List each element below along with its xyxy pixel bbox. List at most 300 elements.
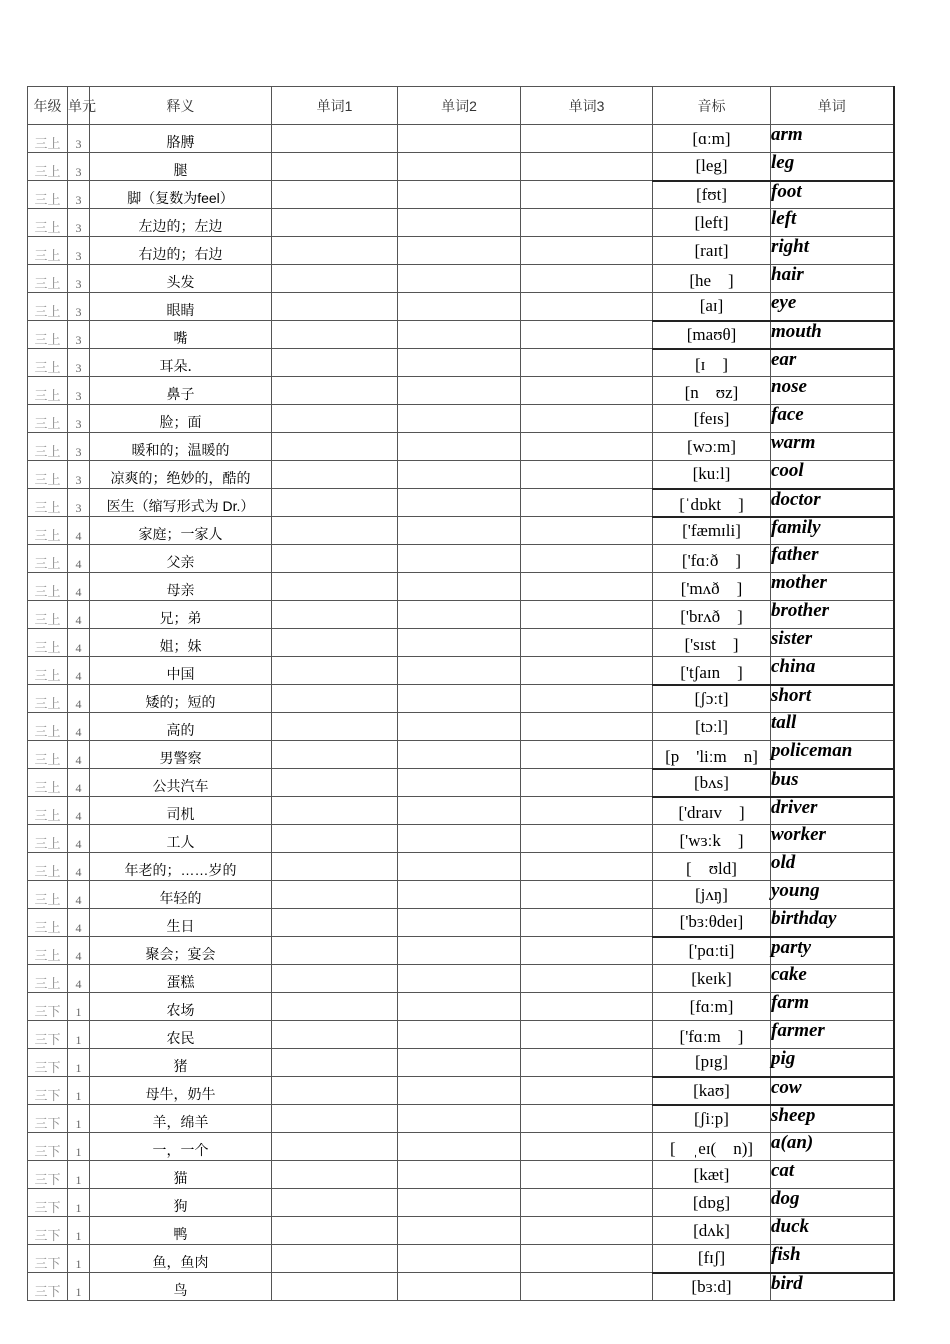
grade-cell: 三上 [28,769,68,797]
table-row [28,881,894,909]
grade-cell: 三上 [28,209,68,237]
unit-cell: 4 [68,825,90,853]
phonetic-cell: [ ʊld] [653,853,771,881]
unit-cell: 1 [68,1021,90,1049]
phonetic-cell: [fʊt] [653,181,771,209]
grade-cell: 三上 [28,181,68,209]
table-row [28,321,894,349]
grade-cell: 三下 [28,1021,68,1049]
grade-cell: 三上 [28,237,68,265]
word3-cell [521,1189,653,1217]
word2-cell [398,181,521,209]
meaning-cell: 姐；妹 [90,629,272,657]
meaning-cell: 羊，绵羊 [90,1105,272,1133]
table-row [28,209,894,237]
word2-cell [398,1161,521,1189]
unit-cell: 4 [68,797,90,825]
word1-cell [272,881,398,909]
word1-cell [272,909,398,937]
unit-cell: 3 [68,433,90,461]
word2-cell [398,1189,521,1217]
word-cell: ear [771,349,894,377]
header-word3: 单词3 [521,87,653,125]
meaning-cell: 脸；面 [90,405,272,433]
table-row [28,1133,894,1161]
table-row [28,153,894,181]
grade-cell: 三下 [28,1049,68,1077]
word-cell: party [771,937,894,965]
phonetic-cell: [feɪs] [653,405,771,433]
word3-cell [521,1049,653,1077]
phonetic-cell: [dʌk] [653,1217,771,1245]
unit-cell: 3 [68,321,90,349]
word-cell: leg [771,153,894,181]
word2-cell [398,573,521,601]
word-cell: bird [771,1273,894,1301]
meaning-cell: 嘴 [90,321,272,349]
word2-cell [398,377,521,405]
word2-cell [398,937,521,965]
word1-cell [272,237,398,265]
grade-cell: 三上 [28,545,68,573]
meaning-cell: 左边的；左边 [90,209,272,237]
word-cell: fish [771,1245,894,1273]
phonetic-cell: [kæt] [653,1161,771,1189]
meaning-cell: 凉爽的；绝妙的，酷的 [90,461,272,489]
word2-cell [398,349,521,377]
table-row [28,825,894,853]
word2-cell [398,237,521,265]
table-row [28,405,894,433]
table-row [28,293,894,321]
grade-cell: 三下 [28,1133,68,1161]
word3-cell [521,377,653,405]
unit-cell: 4 [68,629,90,657]
word-cell: mother [771,573,894,601]
unit-cell: 4 [68,657,90,685]
word3-cell [521,1161,653,1189]
meaning-cell: 医生（缩写形式为 Dr.） [90,489,272,517]
table-row [28,125,894,153]
unit-cell: 1 [68,1133,90,1161]
meaning-cell: 鱼，鱼肉 [90,1245,272,1273]
phonetic-cell: ['brʌð ] [653,601,771,629]
word-cell: driver [771,797,894,825]
header-unit: 单元 [68,87,90,125]
word1-cell [272,741,398,769]
word-cell: eye [771,293,894,321]
word-cell: tall [771,713,894,741]
word2-cell [398,125,521,153]
phonetic-cell: [dɒg] [653,1189,771,1217]
table-row [28,1049,894,1077]
word3-cell [521,1021,653,1049]
word1-cell [272,825,398,853]
word1-cell [272,937,398,965]
word3-cell [521,517,653,545]
phonetic-cell: ['mʌð ] [653,573,771,601]
grade-cell: 三上 [28,741,68,769]
header-word2: 单词2 [398,87,521,125]
table-row [28,713,894,741]
vocabulary-table [27,86,895,1301]
phonetic-cell: [ɑːm] [653,125,771,153]
word3-cell [521,1077,653,1105]
word3-cell [521,685,653,713]
unit-cell: 3 [68,349,90,377]
word3-cell [521,601,653,629]
word3-cell [521,237,653,265]
grade-cell: 三上 [28,937,68,965]
word1-cell [272,517,398,545]
word1-cell [272,993,398,1021]
phonetic-cell: [tɔːl] [653,713,771,741]
word2-cell [398,797,521,825]
meaning-cell: 家庭；一家人 [90,517,272,545]
table-row [28,741,894,769]
grade-cell: 三上 [28,713,68,741]
table-row [28,265,894,293]
header-row [28,87,894,125]
table-row [28,1077,894,1105]
word3-cell [521,629,653,657]
grade-cell: 三上 [28,293,68,321]
word-cell: face [771,405,894,433]
phonetic-cell: [maʊθ] [653,321,771,349]
word-cell: cake [771,965,894,993]
table-body [28,125,894,1301]
word3-cell [521,657,653,685]
word2-cell [398,1105,521,1133]
table-row [28,853,894,881]
meaning-cell: 母亲 [90,573,272,601]
grade-cell: 三下 [28,1245,68,1273]
meaning-cell: 公共汽车 [90,769,272,797]
word2-cell [398,209,521,237]
meaning-cell: 耳朵． [90,349,272,377]
word1-cell [272,1133,398,1161]
word2-cell [398,153,521,181]
grade-cell: 三上 [28,797,68,825]
unit-cell: 1 [68,1161,90,1189]
phonetic-cell: [fɪʃ] [653,1245,771,1273]
phonetic-cell: ['bɜːθdeɪ] [653,909,771,937]
word1-cell [272,377,398,405]
table-row [28,1021,894,1049]
word3-cell [521,545,653,573]
word1-cell [272,489,398,517]
meaning-cell: 生日 [90,909,272,937]
word1-cell [272,1189,398,1217]
table-row [28,601,894,629]
meaning-cell: 猫 [90,1161,272,1189]
grade-cell: 三上 [28,657,68,685]
word2-cell [398,909,521,937]
word-cell: nose [771,377,894,405]
grade-cell: 三上 [28,853,68,881]
word1-cell [272,349,398,377]
phonetic-cell: [p 'liːm n] [653,741,771,769]
word3-cell [521,433,653,461]
grade-cell: 三上 [28,573,68,601]
word3-cell [521,1245,653,1273]
word2-cell [398,517,521,545]
word1-cell [272,1217,398,1245]
meaning-cell: 腿 [90,153,272,181]
meaning-cell: 中国 [90,657,272,685]
grade-cell: 三下 [28,1217,68,1245]
word-cell: birthday [771,909,894,937]
table-row [28,629,894,657]
phonetic-cell: [ɪ ] [653,349,771,377]
grade-cell: 三上 [28,349,68,377]
table-row [28,461,894,489]
grade-cell: 三上 [28,601,68,629]
phonetic-cell: [n ʊz] [653,377,771,405]
phonetic-cell: [wɔːm] [653,433,771,461]
table-row [28,517,894,545]
header-word1: 单词1 [272,87,398,125]
word1-cell [272,265,398,293]
word3-cell [521,321,653,349]
phonetic-cell: [leg] [653,153,771,181]
unit-cell: 4 [68,713,90,741]
word3-cell [521,181,653,209]
word3-cell [521,853,653,881]
table-row [28,1161,894,1189]
word-cell: brother [771,601,894,629]
unit-cell: 4 [68,881,90,909]
word-cell: sister [771,629,894,657]
word3-cell [521,1217,653,1245]
unit-cell: 4 [68,853,90,881]
meaning-cell: 农民 [90,1021,272,1049]
word-cell: young [771,881,894,909]
word1-cell [272,1245,398,1273]
word2-cell [398,321,521,349]
meaning-cell: 年轻的 [90,881,272,909]
word3-cell [521,825,653,853]
table-row [28,965,894,993]
word2-cell [398,713,521,741]
meaning-cell: 鸟 [90,1273,272,1301]
phonetic-cell: [jʌŋ] [653,881,771,909]
word3-cell [521,713,653,741]
word1-cell [272,1273,398,1301]
word3-cell [521,769,653,797]
word2-cell [398,881,521,909]
unit-cell: 3 [68,209,90,237]
word1-cell [272,685,398,713]
word3-cell [521,881,653,909]
word3-cell [521,1133,653,1161]
word-cell: pig [771,1049,894,1077]
meaning-cell: 猪 [90,1049,272,1077]
grade-cell: 三上 [28,265,68,293]
grade-cell: 三下 [28,1161,68,1189]
word-cell: worker [771,825,894,853]
phonetic-cell: [ˈdɒkt ] [653,489,771,517]
word3-cell [521,293,653,321]
unit-cell: 4 [68,909,90,937]
table-row [28,657,894,685]
phonetic-cell: [bʌs] [653,769,771,797]
grade-cell: 三上 [28,965,68,993]
unit-cell: 4 [68,517,90,545]
word3-cell [521,993,653,1021]
phonetic-cell: [aɪ] [653,293,771,321]
word-cell: short [771,685,894,713]
unit-cell: 3 [68,377,90,405]
table-row [28,769,894,797]
word-cell: policeman [771,741,894,769]
word2-cell [398,1049,521,1077]
meaning-cell: 狗 [90,1189,272,1217]
meaning-cell: 鼻子 [90,377,272,405]
word2-cell [398,433,521,461]
word2-cell [398,993,521,1021]
unit-cell: 1 [68,1077,90,1105]
word1-cell [272,1105,398,1133]
phonetic-cell: [pɪg] [653,1049,771,1077]
word1-cell [272,1049,398,1077]
word2-cell [398,293,521,321]
table-row [28,797,894,825]
word3-cell [521,209,653,237]
word1-cell [272,1077,398,1105]
word1-cell [272,1161,398,1189]
phonetic-cell: ['fɑːm ] [653,1021,771,1049]
unit-cell: 1 [68,1245,90,1273]
table-row [28,937,894,965]
grade-cell: 三上 [28,685,68,713]
word-cell: warm [771,433,894,461]
word-cell: dog [771,1189,894,1217]
table-row [28,1245,894,1273]
grade-cell: 三上 [28,825,68,853]
unit-cell: 3 [68,181,90,209]
word2-cell [398,545,521,573]
meaning-cell: 工人 [90,825,272,853]
word1-cell [272,181,398,209]
unit-cell: 1 [68,1189,90,1217]
word1-cell [272,321,398,349]
meaning-cell: 头发 [90,265,272,293]
grade-cell: 三上 [28,881,68,909]
table-row [28,489,894,517]
word2-cell [398,685,521,713]
word-cell: duck [771,1217,894,1245]
grade-cell: 三下 [28,1273,68,1301]
word-cell: family [771,517,894,545]
header-word: 单词 [771,87,894,125]
meaning-cell: 高的 [90,713,272,741]
grade-cell: 三上 [28,125,68,153]
unit-cell: 4 [68,741,90,769]
unit-cell: 1 [68,1273,90,1301]
word2-cell [398,1217,521,1245]
unit-cell: 3 [68,405,90,433]
word3-cell [521,937,653,965]
word2-cell [398,601,521,629]
word1-cell [272,573,398,601]
grade-cell: 三上 [28,489,68,517]
meaning-cell: 鸭 [90,1217,272,1245]
word2-cell [398,1021,521,1049]
unit-cell: 1 [68,1105,90,1133]
word2-cell [398,1077,521,1105]
word-cell: arm [771,125,894,153]
grade-cell: 三上 [28,321,68,349]
word1-cell [272,601,398,629]
word1-cell [272,209,398,237]
phonetic-cell: [ʃiːp] [653,1105,771,1133]
word1-cell [272,125,398,153]
word2-cell [398,265,521,293]
meaning-cell: 年老的；……岁的 [90,853,272,881]
table-row [28,545,894,573]
meaning-cell: 司机 [90,797,272,825]
word2-cell [398,461,521,489]
unit-cell: 4 [68,685,90,713]
word-cell: china [771,657,894,685]
unit-cell: 1 [68,1049,90,1077]
word1-cell [272,545,398,573]
meaning-cell: 兄；弟 [90,601,272,629]
word2-cell [398,965,521,993]
grade-cell: 三上 [28,517,68,545]
phonetic-cell: [kuːl] [653,461,771,489]
word3-cell [521,461,653,489]
grade-cell: 三上 [28,909,68,937]
phonetic-cell: [he ] [653,265,771,293]
grade-cell: 三上 [28,153,68,181]
phonetic-cell: [raɪt] [653,237,771,265]
word3-cell [521,1105,653,1133]
phonetic-cell: ['fɑːð ] [653,545,771,573]
word3-cell [521,489,653,517]
word1-cell [272,405,398,433]
meaning-cell: 胳膊 [90,125,272,153]
grade-cell: 三下 [28,1077,68,1105]
word-cell: sheep [771,1105,894,1133]
word-cell: old [771,853,894,881]
word2-cell [398,489,521,517]
word-cell: right [771,237,894,265]
table-row [28,377,894,405]
phonetic-cell: [ʃɔːt] [653,685,771,713]
meaning-cell: 蛋糕 [90,965,272,993]
table-row [28,1273,894,1301]
unit-cell: 4 [68,573,90,601]
word1-cell [272,769,398,797]
unit-cell: 3 [68,237,90,265]
grade-cell: 三上 [28,629,68,657]
table-row [28,909,894,937]
table-row [28,685,894,713]
word2-cell [398,405,521,433]
phonetic-cell: ['pɑːti] [653,937,771,965]
header-grade: 年级 [28,87,68,125]
phonetic-cell: ['draɪv ] [653,797,771,825]
word1-cell [272,657,398,685]
unit-cell: 3 [68,265,90,293]
word3-cell [521,405,653,433]
word-cell: cow [771,1077,894,1105]
phonetic-cell: ['sɪst ] [653,629,771,657]
phonetic-cell: [left] [653,209,771,237]
word1-cell [272,153,398,181]
